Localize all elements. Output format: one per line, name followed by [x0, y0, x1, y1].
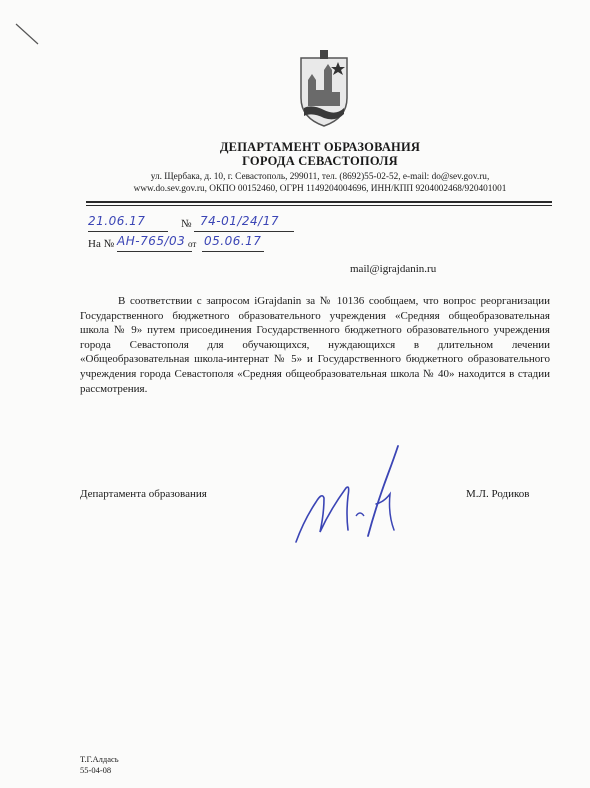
signatory-position: Департамента образования	[80, 488, 207, 500]
executor-phone: 55-04-08	[80, 765, 112, 775]
reply-label: На №	[88, 238, 115, 250]
department-title: ДЕПАРТАМЕНТ ОБРАЗОВАНИЯ	[219, 140, 421, 154]
reply-number-underline	[117, 251, 192, 252]
date-underline	[88, 231, 168, 232]
executor-block	[80, 754, 119, 776]
header-divider-thick	[86, 201, 552, 203]
handwritten-signature	[290, 444, 420, 554]
address-line-1: ул. Щербака, д. 10, г. Севастополь, 299011, тел. (8692)55-02-52, e-mail: do@sev.gov.ru,	[150, 172, 490, 182]
executor-name: Т.Г.Алдась	[80, 754, 119, 764]
department-city: ГОРОДА СЕВАСТОПОЛЯ	[242, 154, 398, 168]
number-label: №	[181, 218, 192, 230]
reply-from-label: от	[188, 239, 197, 249]
signatory-name: М.Л. Родиков	[466, 488, 530, 500]
number-underline	[194, 231, 294, 232]
letter-body: В соответствии с запросом iGrajdanin за № 10136 сообщаем, что вопрос реорганизации Государственного бюджетного образовательного учреждения «Средняя общеобразовательная школа № 9» путем присоединения Государственного бюджетного образовательного учреждения города Севастополя для обучающихся, нуждающихся в длительном лечении «Общеобразовательная школа-интернат № 5» и Государственного бюджетного образовательного учреждения города Севастополя «Средняя общеобразовательная школа № 40» находится в стадии рассмотрения.	[80, 295, 550, 395]
reply-number: АН-765/03	[117, 234, 186, 248]
reply-date-underline	[202, 251, 264, 252]
recipient-email: mail@igrajdanin.ru	[350, 263, 437, 275]
scan-mark	[0, 0, 60, 60]
reply-date: 05.06.17	[204, 234, 262, 248]
outgoing-date: 21.06.17	[88, 214, 146, 228]
outgoing-number: 74-01/24/17	[200, 214, 279, 228]
header-divider-thin	[86, 205, 552, 206]
address-line-2: www.do.sev.gov.ru, ОКПО 00152460, ОГРН 1149204004696, ИНН/КПП 9204002468/920401001	[133, 184, 507, 194]
sevastopol-coat-of-arms-icon	[298, 50, 350, 128]
